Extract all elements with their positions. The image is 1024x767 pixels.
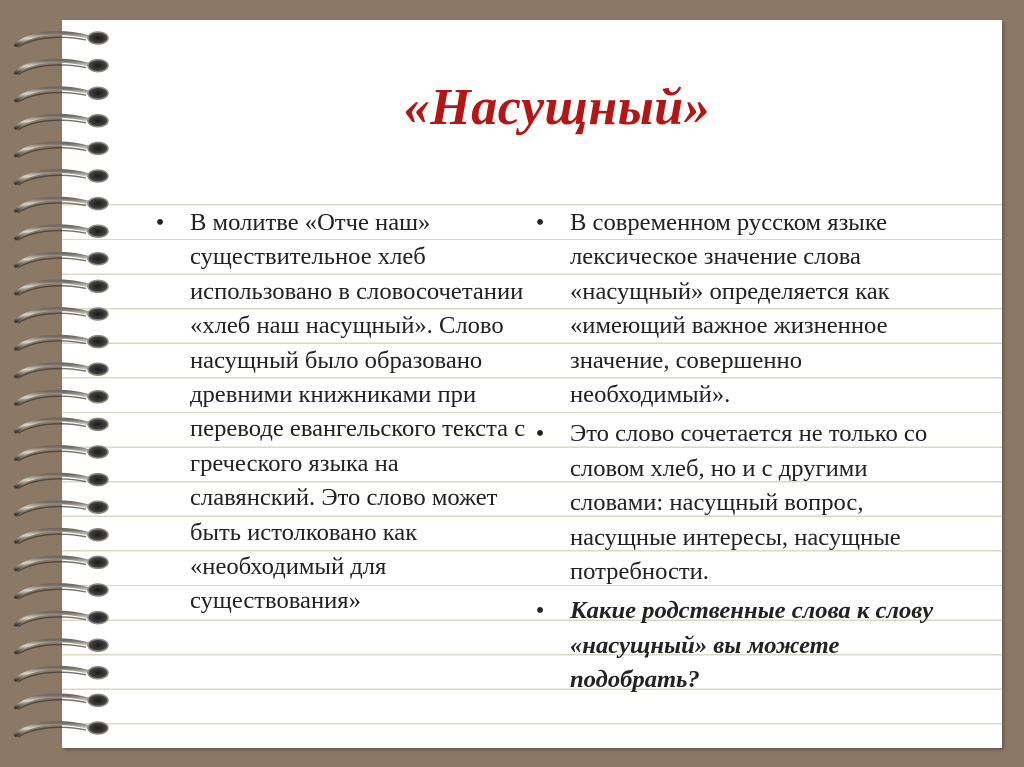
spiral-coil [16, 87, 108, 102]
spiral-coil [16, 115, 108, 130]
spiral-coil [16, 584, 108, 599]
spiral-coil [16, 446, 108, 461]
spiral-coil [16, 501, 108, 516]
spiral-coil [16, 60, 108, 75]
question-item [530, 594, 950, 697]
bullet-marker: • [535, 209, 545, 236]
spiral-coil [16, 32, 108, 47]
spiral-coil [16, 308, 108, 323]
page-title: «Насущный» [403, 79, 711, 136]
bullet-marker: • [535, 597, 545, 625]
notebook-page [62, 20, 1002, 748]
list-item [530, 417, 950, 589]
spiral-coil [16, 225, 108, 240]
list-item [150, 206, 530, 619]
spiral-coil [16, 612, 108, 627]
spiral-coil [16, 170, 108, 185]
list-item-text: В современном русском языке лексическое значение слова «насущный» определяется как «имеющий важное жизненное значение, совершенно необходимый». [570, 209, 890, 409]
bullet-marker: • [155, 209, 165, 236]
spiral-coil [16, 529, 108, 544]
spiral-coil [16, 280, 108, 295]
spiral-coil [16, 198, 108, 213]
spiral-coil [16, 556, 108, 571]
spiral-coil [16, 639, 108, 654]
spiral-coil [16, 667, 108, 682]
spiral-coil [16, 722, 108, 737]
bullet-marker: • [535, 420, 545, 448]
spiral-coil [16, 253, 108, 268]
list-item-text: Это слово сочетается не только со словом хлеб, но и с другими словами: насущный вопрос, насущные интересы, насущные потребности. [570, 420, 928, 586]
left-column [150, 206, 530, 624]
spiral-coil [16, 418, 108, 433]
spiral-coil [16, 694, 108, 709]
spiral-coil [16, 474, 108, 489]
list-item-text: В молитве «Отче наш» существительное хлеб использовано в словосочетании «хлеб наш насущный». Слово насущный было образовано древними книжниками при переводе евангельского текста с греческого языка на славянский. Это слово может быть истолковано как «необходимый для существования» [190, 209, 526, 615]
spiral-binding-icon [6, 22, 116, 742]
spiral-coil [16, 363, 108, 378]
list-item [530, 206, 950, 412]
question-text: Какие родственные слова к слову «насущный» вы можете подобрать? [570, 597, 934, 694]
spiral-coil [16, 142, 108, 157]
spiral-coil [16, 391, 108, 406]
spiral-coil [16, 336, 108, 351]
right-column [530, 206, 950, 703]
